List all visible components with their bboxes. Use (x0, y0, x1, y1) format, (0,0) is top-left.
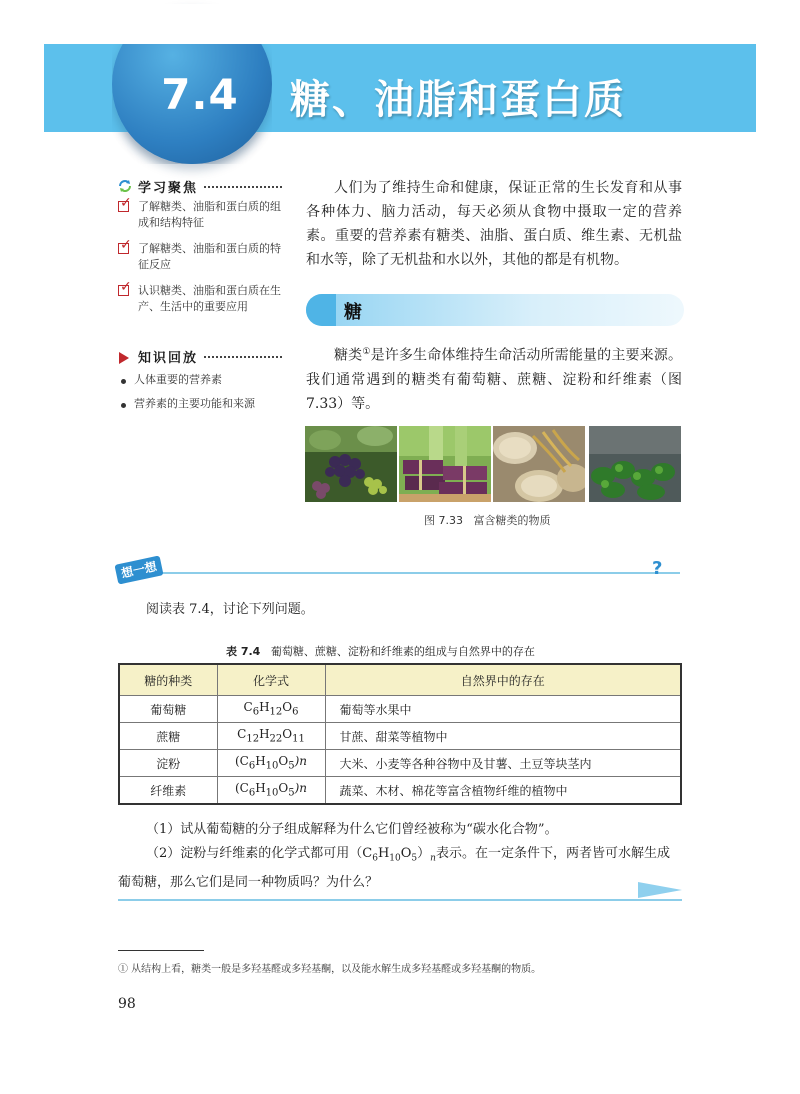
vegetables-photo (589, 426, 681, 502)
footnote-rule (118, 950, 204, 951)
figure-label: 图 7.33 (424, 514, 463, 527)
chemical-formula: $C_6H_{12}O_6$ (217, 696, 325, 723)
question-mark-icon: ? (652, 558, 663, 579)
sugar-name: 淀粉 (119, 750, 217, 777)
review-item: 营养素的主要功能和来源 (134, 397, 255, 410)
sugar-lead: 糖类 (334, 347, 363, 364)
table-row (119, 723, 681, 750)
sugar-name: 葡萄糖 (119, 696, 217, 723)
sugar-name: 纤维素 (119, 777, 217, 805)
table-header-row (119, 664, 681, 696)
grains-photo (493, 426, 585, 502)
question-2: （2）淀粉与纤维素的化学式都可用$(C_6H_{10}O_5)_n$表示。在一定条件下，两者皆可水解生成葡萄糖，那么它们是同一种物质吗？为什么？ (118, 846, 670, 890)
review-item: 人体重要的营养素 (134, 373, 222, 386)
occurrence: 葡萄等水果中 (325, 696, 681, 723)
figure-caption (424, 512, 551, 528)
chemical-formula: $(C_6H_{10}O_5)n$ (217, 777, 325, 805)
occurrence: 甘蔗、甜菜等植物中 (325, 723, 681, 750)
think-bottom-line (118, 899, 682, 901)
check-icon: ✓ (120, 279, 132, 295)
focus-dots (204, 186, 282, 188)
subheading: 糖 (344, 302, 362, 323)
occurrence: 蔬菜、木材、棉花等富含植物纤维的植物中 (325, 777, 681, 805)
subheading-tab (306, 294, 336, 326)
focus-heading: 学习聚焦 (138, 181, 199, 196)
table-caption-text: 葡萄糖、蔗糖、淀粉和纤维素的组成与自然界中的存在 (270, 645, 535, 658)
section-title: 糖、油脂和蛋白质 (290, 77, 626, 123)
focus-item: 了解糖类、油脂和蛋白质的组成和结构特征 (138, 200, 281, 229)
chemical-formula: $C_{12}H_{22}O_{11}$ (217, 723, 325, 750)
occurrence: 大米、小麦等各种谷物中及甘薯、土豆等块茎内 (325, 750, 681, 777)
table-row (119, 696, 681, 723)
sugar-table (118, 663, 682, 805)
intro-paragraph: 人们为了维持生命和健康，保证正常的生长发育和从事各种体力、脑力活动，每天必须从食物中摄取一定的营养素。重要的营养素有糖类、油脂、蛋白质、维生素、无机盐和水等，除了无机盐和水以外，其他的都是有机物。 (306, 180, 682, 268)
sugar-paragraph (306, 340, 682, 416)
question-1: （1）试从葡萄糖的分子组成解释为什么它们曾经被称为“碳水化合物”。 (146, 822, 558, 837)
figure-caption-text: 富含糖类的物质 (473, 514, 551, 527)
sugarcane-photo (399, 426, 491, 502)
header-sugar-type: 糖的种类 (119, 664, 217, 696)
table-row (119, 750, 681, 777)
table-label: 表 7.4 (226, 645, 261, 658)
focus-item: 认识糖类、油脂和蛋白质在生产、生活中的重要应用 (138, 284, 281, 313)
check-icon: ✓ (120, 195, 132, 211)
sugar-name: 蔗糖 (119, 723, 217, 750)
header-circle-mask (112, 4, 272, 44)
think-instruction: 阅读表 7.4，讨论下列问题。 (146, 602, 314, 617)
arrow-icon (638, 882, 682, 898)
header-occurrence: 自然界中的存在 (325, 664, 681, 696)
focus-item: 了解糖类、油脂和蛋白质的特征反应 (138, 242, 281, 271)
check-icon: ✓ (120, 237, 132, 253)
bullet-icon (121, 403, 126, 408)
header-formula: 化学式 (217, 664, 325, 696)
page-number: 98 (118, 996, 136, 1012)
grapes-photo (305, 426, 397, 502)
table-caption (226, 643, 535, 659)
section-number: 7.4 (161, 70, 239, 119)
sugar-rest: 是许多生命体维持生命活动所需能量的主要来源。我们通常遇到的糖类有葡萄糖、蔗糖、淀粉和纤维素（图 7.33）等。 (306, 347, 682, 412)
subheading-bar (306, 294, 684, 326)
bullet-icon (121, 379, 126, 384)
play-triangle-icon (119, 349, 129, 368)
footnote-ref: ① (362, 347, 371, 357)
review-dots (204, 356, 282, 358)
table-row (119, 777, 681, 805)
chemical-formula: $(C_6H_{10}O_5)n$ (217, 750, 325, 777)
footnote: ① 从结构上看，糖类一般是多羟基醛或多羟基酮，以及能水解生成多羟基醛或多羟基酮的物质。 (118, 964, 542, 975)
think-badge: 想一想 (114, 555, 163, 584)
think-top-line (160, 572, 680, 574)
review-heading: 知识回放 (138, 351, 199, 366)
